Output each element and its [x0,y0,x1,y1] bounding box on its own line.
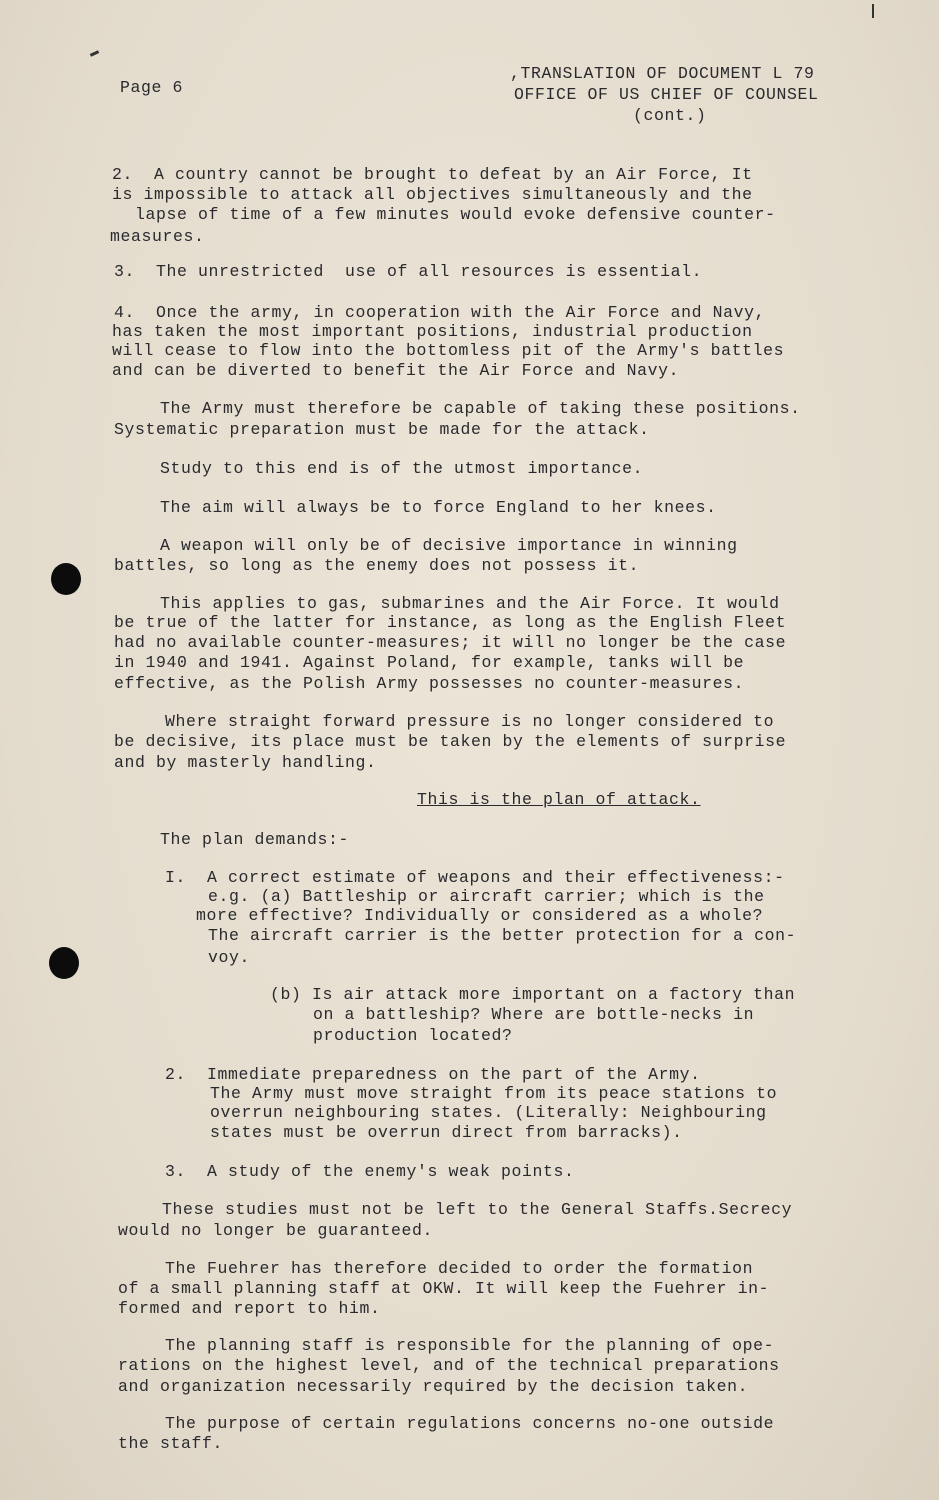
text-line: A weapon will only be of decisive importance in winning [160,536,738,555]
text-line: lapse of time of a few minutes would evoke defensive counter- [135,205,776,224]
plan-heading: This is the plan of attack. [417,790,701,809]
text-line: be true of the latter for instance, as long as the English Fleet [114,613,787,632]
text-line: rations on the highest level, and of the technical preparations [118,1356,780,1375]
page-number: Page 6 [120,78,184,97]
list-item-text: states must be overrun direct from barracks). [210,1123,683,1142]
document-title: ,TRANSLATION OF DOCUMENT L 79 [510,64,815,83]
text-line: battles, so long as the enemy does not possess it. [114,556,640,575]
text-line: of a small planning staff at OKW. It will keep the Fuehrer in- [118,1279,770,1298]
text-line: The planning staff is responsible for the planning of ope- [165,1336,775,1355]
list-item-text: (b) Is air attack more important on a factory than [270,985,796,1004]
margin-mark [872,4,874,18]
text-line: the staff. [118,1434,224,1453]
text-line: and can be diverted to benefit the Air Force and Navy. [112,361,680,380]
list-item-text: 2. Immediate preparedness on the part of the Army. [165,1065,701,1084]
punch-hole [51,563,81,595]
list-item-text: I. A correct estimate of weapons and their effectiveness:- [165,868,785,887]
text-line: The Fuehrer has therefore decided to order the formation [165,1259,754,1278]
text-line: in 1940 and 1941. Against Poland, for example, tanks will be [114,653,745,672]
text-line: formed and report to him. [118,1299,381,1318]
list-item-text: voy. [208,948,251,967]
list-item-text: overrun neighbouring states. (Literally: Neighbouring [210,1103,767,1122]
list-item-text: The aircraft carrier is the better protection for a con- [208,926,797,945]
margin-mark [90,50,99,57]
text-line: Where straight forward pressure is no longer considered to [165,712,775,731]
text-line: The purpose of certain regulations concerns no-one outside [165,1414,775,1433]
text-line: would no longer be guaranteed. [118,1221,434,1240]
text-line: The plan demands:- [160,830,350,849]
list-item-text: production located? [313,1026,513,1045]
text-line: 3. The unrestricted use of all resources is essential. [114,262,703,281]
list-item-text: 3. A study of the enemy's weak points. [165,1162,575,1181]
text-line: The Army must therefore be capable of taking these positions. [160,399,801,418]
text-line: has taken the most important positions, industrial production [112,322,753,341]
text-line: and organization necessarily required by the decision taken. [118,1377,749,1396]
text-line: Systematic preparation must be made for the attack. [114,420,650,439]
text-line: 2. A country cannot be brought to defeat by an Air Force, It [112,165,753,184]
continued-label: (cont.) [633,106,707,125]
text-line: These studies must not be left to the General Staffs.Secrecy [162,1200,793,1219]
list-item-text: more effective? Individually or considered as a whole? [196,906,764,925]
text-line: Study to this end is of the utmost importance. [160,459,644,478]
text-line: measures. [110,227,205,246]
text-line: be decisive, its place must be taken by the elements of surprise [114,732,787,751]
text-line: and by masterly handling. [114,753,377,772]
office-title: OFFICE OF US CHIEF OF COUNSEL [514,85,819,104]
text-line: This applies to gas, submarines and the Air Force. It would [160,594,780,613]
text-line: will cease to flow into the bottomless pit of the Army's battles [112,341,785,360]
list-item-text: e.g. (a) Battleship or aircraft carrier; which is the [208,887,765,906]
punch-hole [49,947,79,979]
text-line: 4. Once the army, in cooperation with the Air Force and Navy, [114,303,766,322]
list-item-text: on a battleship? Where are bottle-necks in [313,1005,755,1024]
text-line: The aim will always be to force England to her knees. [160,498,717,517]
text-line: effective, as the Polish Army possesses no counter-measures. [114,674,745,693]
list-item-text: The Army must move straight from its peace stations to [210,1084,778,1103]
text-line: is impossible to attack all objectives simultaneously and the [112,185,753,204]
text-line: had no available counter-measures; it will no longer be the case [114,633,787,652]
